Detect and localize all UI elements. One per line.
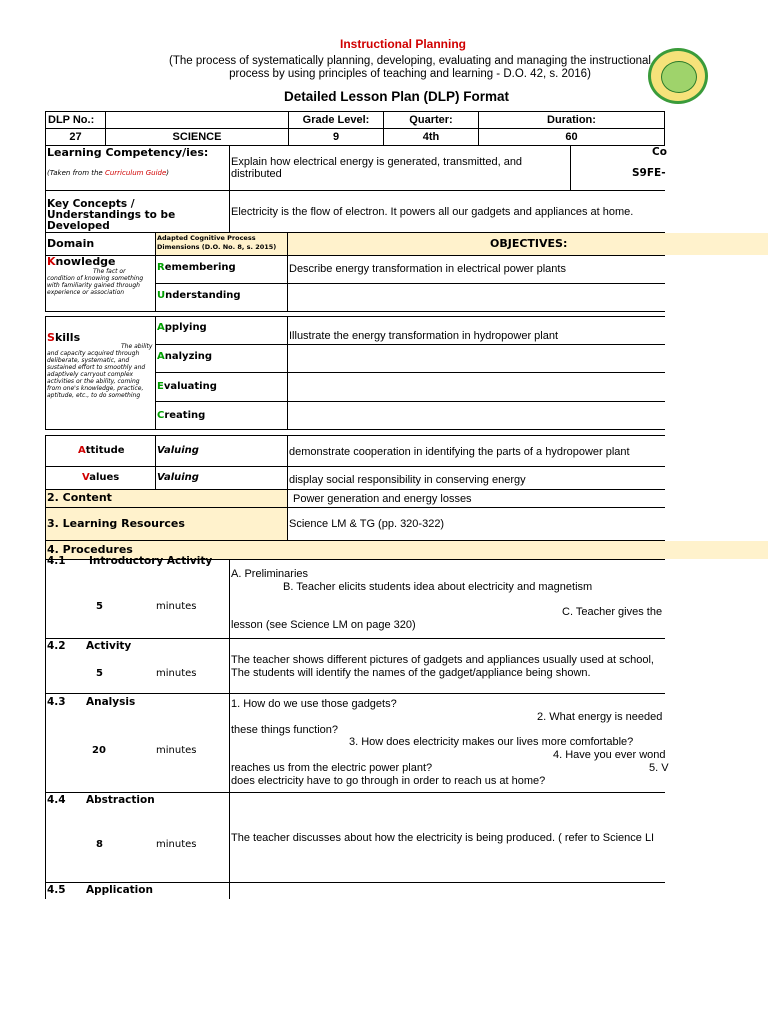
info-table (45, 111, 665, 146)
step-4-1-line: C. Teacher gives the (562, 606, 663, 618)
step-4-1-unit: minutes (156, 601, 197, 612)
step-4-3-unit: minutes (156, 745, 197, 756)
step-4-3-time: 20 (92, 745, 106, 756)
document-subtitle: (The process of systematically planning, developing, evaluating and managing the instructional process by using principles of teaching and learning - D.O. 42, s. 2016) (168, 55, 651, 80)
duration-value: 60 (479, 129, 665, 146)
quarter-value: 4th (384, 129, 479, 146)
competency-label: Learning Competency/ies: (47, 146, 209, 159)
adapted-header: Adapted Cognitive Process Dimensions (D.O. No. 8, s. 2015) (157, 234, 277, 251)
attitude-level: Valuing (157, 445, 199, 456)
remembering-label: Remembering (157, 262, 236, 273)
concepts-label: Key Concepts / Understandings to be Developed (47, 198, 176, 232)
dlp-label: DLP No.: (46, 112, 106, 129)
procedures-label: 4. Procedures (47, 543, 133, 556)
step-4-1-line: A. Preliminaries (231, 568, 309, 580)
step-4-1-num: 4.1 (47, 555, 66, 567)
attitude-objective: demonstrate cooperation in identifying the parts of a hydropower plant (289, 446, 630, 458)
step-4-3-line: 2. What energy is needed (537, 711, 663, 723)
grade-value: 9 (289, 129, 384, 146)
creating-label: Creating (157, 410, 206, 421)
document-title: Instructional Planning (340, 37, 467, 51)
step-4-2-time: 5 (96, 668, 103, 679)
step-4-5-num: 4.5 (47, 884, 66, 896)
resources-text: Science LM & TG (pp. 320-322) (289, 518, 445, 530)
step-4-3-name: Analysis (86, 696, 136, 708)
knowledge-label: Knowledge (47, 255, 116, 268)
skills-label: Skills (47, 331, 81, 344)
step-4-2-name: Activity (86, 640, 132, 652)
grade-label: Grade Level: (289, 112, 384, 129)
knowledge-desc: The fact or condition of knowing something with familiarity gained through experience or association (47, 268, 144, 296)
step-4-3-line: reaches us from the electric power plant? (231, 762, 433, 774)
step-4-4-line: The teacher discusses about how the electricity is being produced. ( refer to Science LI (231, 832, 655, 844)
resources-label: 3. Learning Resources (47, 517, 185, 530)
school-seal-icon (648, 48, 708, 104)
step-4-2-num: 4.2 (47, 640, 66, 652)
concepts-text: Electricity is the flow of electron. It powers all our gadgets and appliances at home. (231, 206, 634, 218)
step-4-4-time: 8 (96, 839, 103, 850)
step-4-2-line: The students will identify the names of the gadget/appliance being shown. (231, 667, 591, 679)
content-label: 2. Content (47, 491, 112, 504)
step-4-1-line: B. Teacher elicits students idea about electricity and magnetism (283, 581, 593, 593)
objectives-header: OBJECTIVES: (490, 237, 568, 250)
applying-label: Applying (157, 322, 207, 333)
step-4-1-name: Introductory Activity (89, 555, 213, 567)
analyzing-label: Analyzing (157, 351, 213, 362)
step-4-2-line: The teacher shows different pictures of gadgets and appliances usually used at school, (231, 654, 654, 666)
step-4-3-line: 4. Have you ever wond (553, 749, 666, 761)
content-text: Power generation and energy losses (293, 493, 472, 505)
dlp-value: 27 (46, 129, 106, 146)
duration-label: Duration: (479, 112, 665, 129)
code-value: S9FE- (632, 167, 666, 179)
understanding-label: Understanding (157, 290, 241, 301)
step-4-3-num: 4.3 (47, 696, 66, 708)
code-label: Co (652, 146, 667, 158)
quarter-label: Quarter: (384, 112, 479, 129)
step-4-2-unit: minutes (156, 668, 197, 679)
step-4-4-unit: minutes (156, 839, 197, 850)
attitude-label: Attitude (78, 445, 125, 456)
values-objective: display social responsibility in conserving energy (289, 474, 526, 486)
step-4-3-line: does electricity have to go through in order to reach us at home? (231, 775, 546, 787)
applying-objective: Illustrate the energy transformation in hydropower plant (289, 330, 559, 342)
step-4-3-line: these things function? (231, 724, 339, 736)
step-4-3-line: 1. How do we use those gadgets? (231, 698, 397, 710)
format-title: Detailed Lesson Plan (DLP) Format (284, 89, 510, 104)
step-4-3-line: 5. V (649, 762, 669, 774)
remembering-objective: Describe energy transformation in electrical power plants (289, 263, 566, 275)
evaluating-label: Evaluating (157, 381, 217, 392)
competency-text: Explain how electrical energy is generated, transmitted, and distributed (231, 156, 523, 180)
values-level: Valuing (157, 472, 199, 483)
step-4-5-name: Application (86, 884, 153, 896)
competency-note: (Taken from the Curriculum Guide) (47, 169, 169, 177)
subject-value: SCIENCE (106, 129, 289, 146)
step-4-1-time: 5 (96, 601, 103, 612)
skills-desc: The ability and capacity acquired through deliberate, systematic, and sustained effort to smoothly and adaptively carryout complex activities or the ability, coming from one's knowledge, practice, aptitude, etc., to do something (47, 343, 153, 399)
step-4-4-num: 4.4 (47, 794, 66, 806)
step-4-1-line: lesson (see Science LM on page 320) (231, 619, 416, 631)
step-4-3-line: 3. How does electricity makes our lives more comfortable? (349, 736, 634, 748)
values-label: Values (82, 472, 120, 483)
step-4-4-name: Abstraction (86, 794, 155, 806)
domain-header: Domain (47, 237, 95, 250)
